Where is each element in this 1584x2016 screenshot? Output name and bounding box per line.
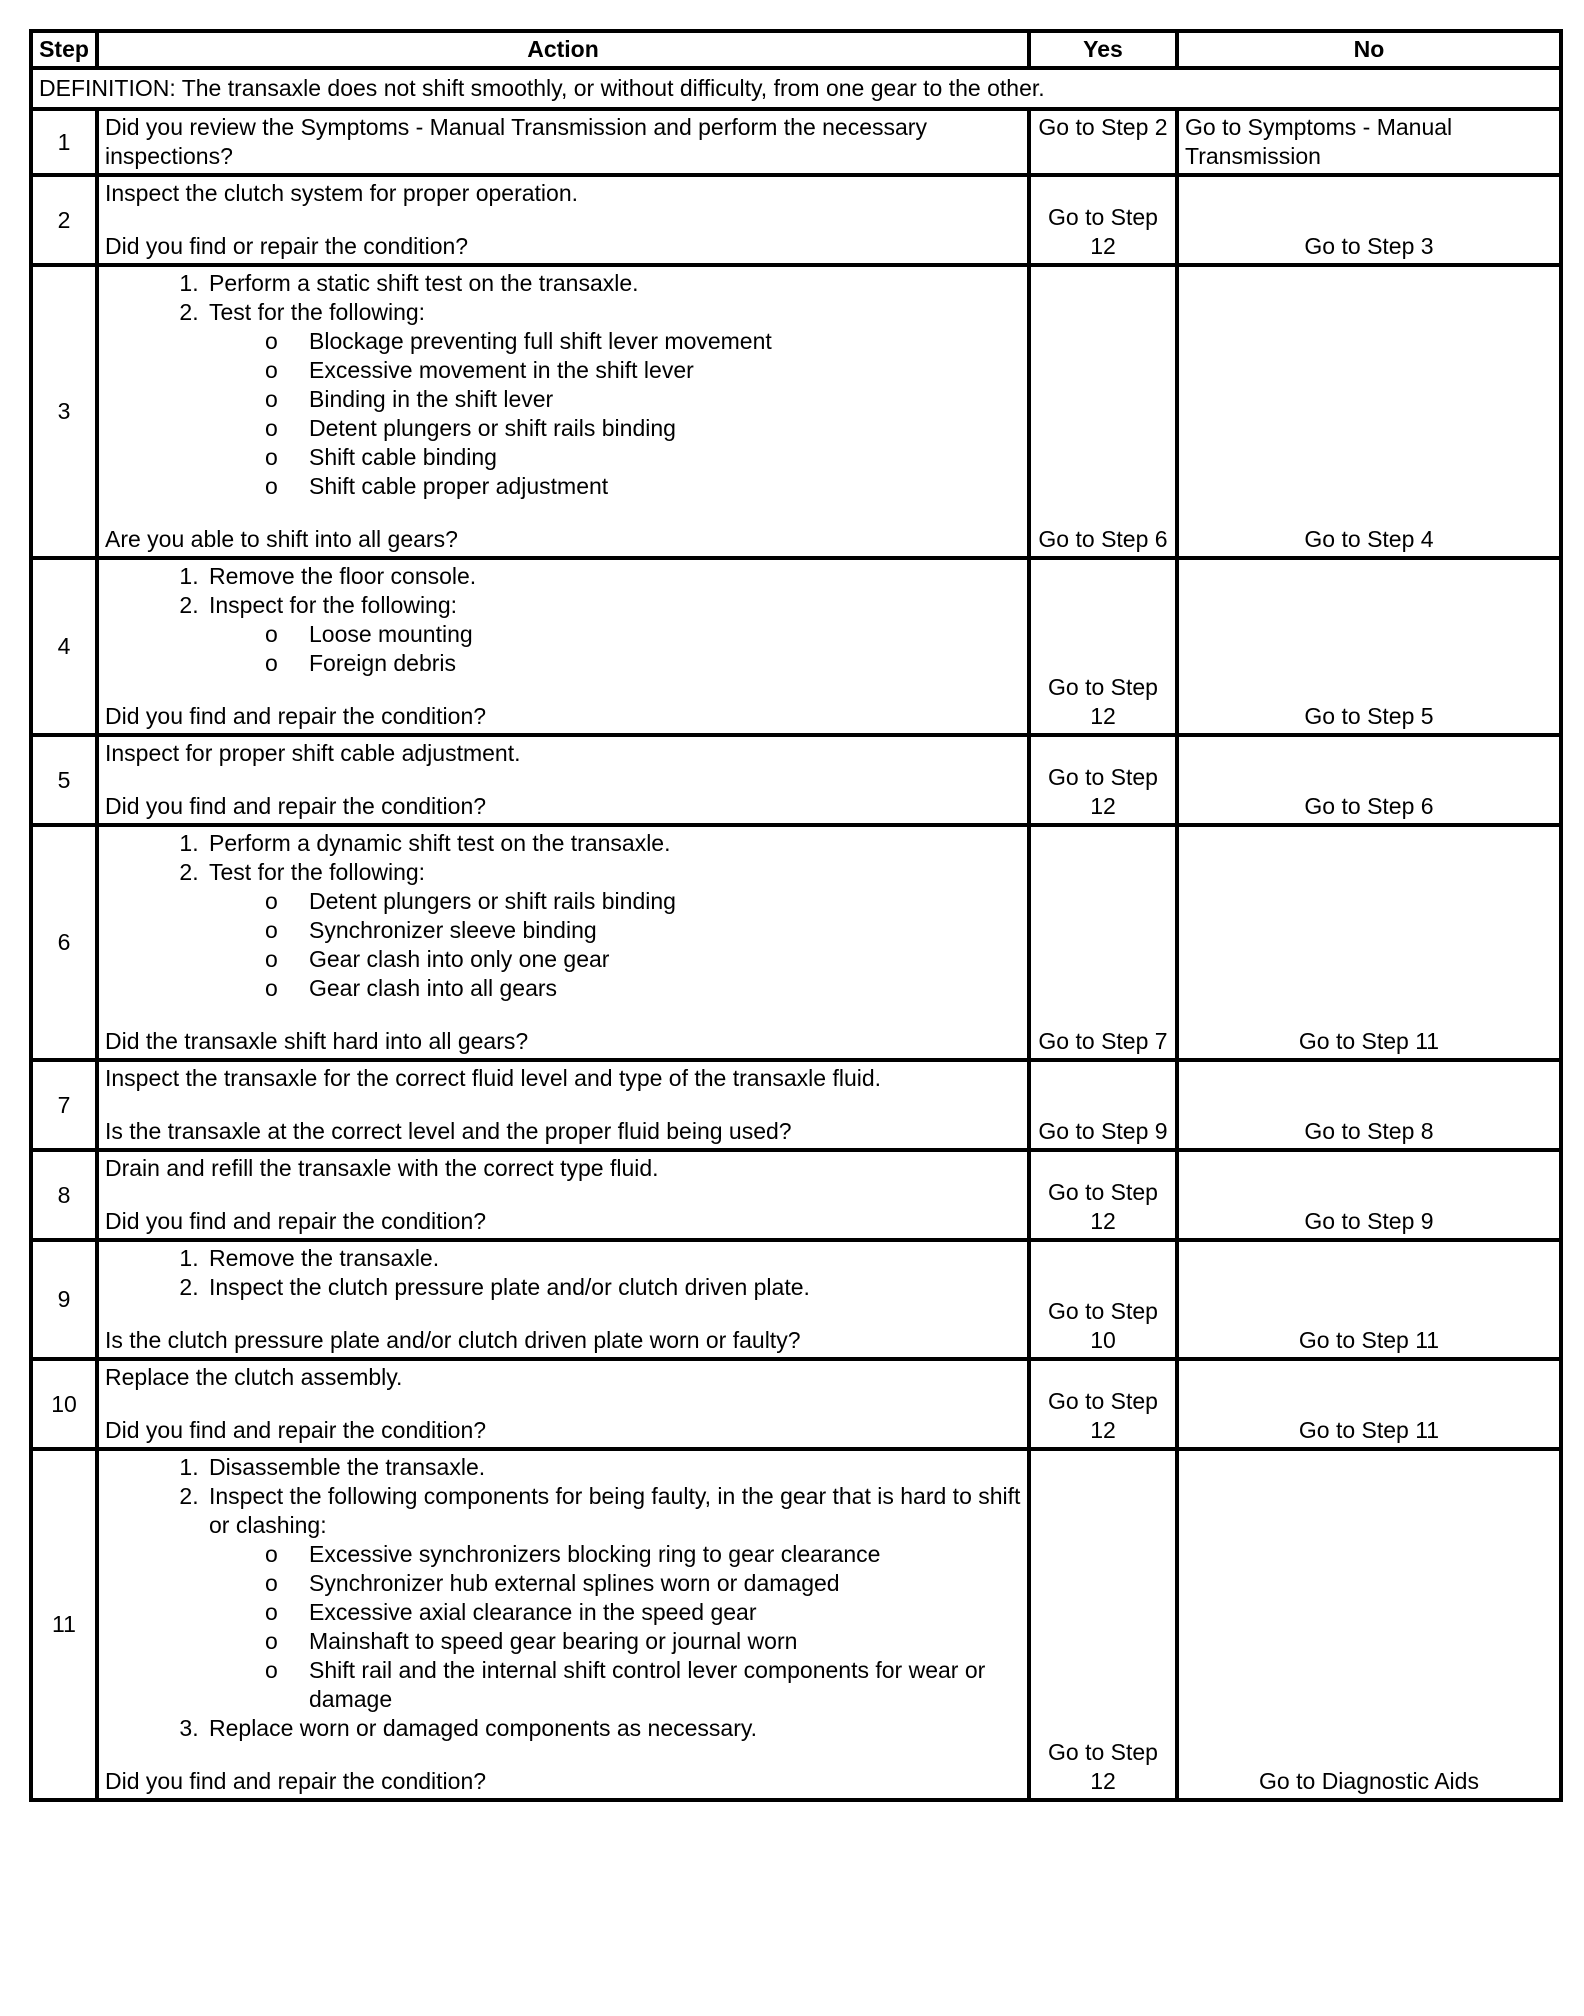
table-row — [31, 1359, 1561, 1449]
sub-item: o Shift rail and the internal shift control lever components for wear or damage — [309, 1656, 1021, 1714]
action-steps-list — [105, 1244, 1021, 1302]
action-step-item — [205, 591, 1021, 678]
action-content — [105, 1453, 1021, 1796]
no-result: Go to Step 3 — [1177, 175, 1561, 265]
action-cell — [97, 1359, 1029, 1449]
yes-result: Go to Step 12 — [1029, 1449, 1177, 1800]
table-row — [31, 1150, 1561, 1240]
sub-item: o Synchronizer hub external splines worn or damaged — [309, 1569, 1021, 1598]
action-step-item — [205, 1273, 1021, 1302]
action-question: Is the transaxle at the correct level and the proper fluid being used? — [105, 1118, 792, 1144]
action-content — [105, 1154, 1021, 1236]
sub-item: o Excessive axial clearance in the speed gear — [309, 1598, 1021, 1627]
step-number: 7 — [31, 1060, 97, 1150]
action-step-text: Inspect for the following: — [209, 592, 458, 618]
step-number: 11 — [31, 1449, 97, 1800]
action-step-text: Disassemble the transaxle. — [209, 1454, 486, 1480]
sub-item: o Foreign debris — [309, 649, 1021, 678]
table-row — [31, 1060, 1561, 1150]
no-result: Go to Step 11 — [1177, 1240, 1561, 1359]
action-step-item — [205, 1244, 1021, 1273]
sub-list — [209, 327, 1021, 501]
table-row — [31, 1240, 1561, 1359]
step-number: 10 — [31, 1359, 97, 1449]
action-step-item — [205, 562, 1021, 591]
action-content — [105, 562, 1021, 731]
table-row — [31, 1449, 1561, 1800]
action-question: Did you find and repair the condition? — [105, 1208, 487, 1234]
action-step-item — [205, 1714, 1021, 1743]
sub-item: o Shift cable binding — [309, 443, 1021, 472]
no-result: Go to Diagnostic Aids — [1177, 1449, 1561, 1800]
step-number: 9 — [31, 1240, 97, 1359]
action-text: Inspect the clutch system for proper operation. — [105, 180, 579, 206]
action-text: Did you review the Symptoms - Manual Transmission and perform the necessary inspections? — [105, 114, 927, 169]
header-yes: Yes — [1029, 31, 1177, 68]
header-step: Step — [31, 31, 97, 68]
sub-item: o Shift cable proper adjustment — [309, 472, 1021, 501]
yes-result: Go to Step 2 — [1029, 109, 1177, 175]
table-row — [31, 175, 1561, 265]
action-cell — [97, 825, 1029, 1060]
action-content — [105, 1244, 1021, 1355]
definition-row — [31, 68, 1561, 109]
action-step-text: Inspect the following components for being faulty, in the gear that is hard to shift or clashing: — [209, 1483, 1021, 1538]
action-content — [105, 1064, 1021, 1146]
yes-result: Go to Step 9 — [1029, 1060, 1177, 1150]
sub-item: o Excessive movement in the shift lever — [309, 356, 1021, 385]
no-result: Go to Step 8 — [1177, 1060, 1561, 1150]
action-question: Is the clutch pressure plate and/or clutch driven plate worn or faulty? — [105, 1327, 801, 1353]
diagnostic-table — [29, 29, 1563, 1802]
table-row — [31, 109, 1561, 175]
action-text: Inspect for proper shift cable adjustment. — [105, 740, 521, 766]
action-cell — [97, 1449, 1029, 1800]
table-row — [31, 825, 1561, 1060]
step-number: 5 — [31, 735, 97, 825]
no-result: Go to Step 5 — [1177, 558, 1561, 735]
action-steps-list — [105, 269, 1021, 501]
action-question: Did you find and repair the condition? — [105, 793, 487, 819]
action-step-item — [205, 829, 1021, 858]
action-question: Did you find and repair the condition? — [105, 1417, 487, 1443]
header-no: No — [1177, 31, 1561, 68]
yes-result: Go to Step 10 — [1029, 1240, 1177, 1359]
action-question: Did you find and repair the condition? — [105, 1768, 487, 1794]
no-result: Go to Step 6 — [1177, 735, 1561, 825]
table-row — [31, 735, 1561, 825]
action-content — [105, 829, 1021, 1056]
sub-item: o Detent plungers or shift rails binding — [309, 414, 1021, 443]
action-cell — [97, 1150, 1029, 1240]
step-number: 2 — [31, 175, 97, 265]
action-step-text: Test for the following: — [209, 859, 426, 885]
no-result: Go to Step 11 — [1177, 825, 1561, 1060]
action-content — [105, 1363, 1021, 1445]
sub-item: o Binding in the shift lever — [309, 385, 1021, 414]
sub-item: o Mainshaft to speed gear bearing or journal worn — [309, 1627, 1021, 1656]
action-step-text: Perform a dynamic shift test on the transaxle. — [209, 830, 671, 856]
action-cell — [97, 175, 1029, 265]
action-steps-list — [105, 829, 1021, 1003]
action-cell — [97, 1240, 1029, 1359]
yes-result: Go to Step 12 — [1029, 558, 1177, 735]
action-cell — [97, 558, 1029, 735]
action-question: Are you able to shift into all gears? — [105, 526, 458, 552]
action-content — [105, 113, 1021, 171]
table-row — [31, 558, 1561, 735]
action-steps-list — [105, 1453, 1021, 1743]
yes-result: Go to Step 12 — [1029, 1150, 1177, 1240]
yes-result: Go to Step 12 — [1029, 735, 1177, 825]
action-content — [105, 269, 1021, 554]
action-cell — [97, 265, 1029, 558]
action-step-item — [205, 269, 1021, 298]
step-number: 3 — [31, 265, 97, 558]
sub-list — [209, 620, 1021, 678]
action-text: Drain and refill the transaxle with the correct type fluid. — [105, 1155, 659, 1181]
yes-result: Go to Step 6 — [1029, 265, 1177, 558]
definition-text: DEFINITION: The transaxle does not shift smoothly, or without difficulty, from one gear to the other. — [31, 68, 1561, 109]
action-step-item — [205, 1453, 1021, 1482]
action-step-text: Replace worn or damaged components as necessary. — [209, 1715, 758, 1741]
sub-item: o Loose mounting — [309, 620, 1021, 649]
action-cell — [97, 109, 1029, 175]
sub-item: o Gear clash into all gears — [309, 974, 1021, 1003]
step-number: 6 — [31, 825, 97, 1060]
sub-list — [209, 1540, 1021, 1714]
table-row — [31, 265, 1561, 558]
no-result: Go to Step 4 — [1177, 265, 1561, 558]
yes-result: Go to Step 7 — [1029, 825, 1177, 1060]
action-step-text: Remove the floor console. — [209, 563, 477, 589]
step-number: 4 — [31, 558, 97, 735]
sub-item: o Detent plungers or shift rails binding — [309, 887, 1021, 916]
action-cell — [97, 1060, 1029, 1150]
action-step-item — [205, 298, 1021, 501]
sub-list — [209, 887, 1021, 1003]
action-content — [105, 179, 1021, 261]
action-steps-list — [105, 562, 1021, 678]
no-result: Go to Step 11 — [1177, 1359, 1561, 1449]
no-result: Go to Symptoms - Manual Transmission — [1177, 109, 1561, 175]
header-action: Action — [97, 31, 1029, 68]
action-step-text: Inspect the clutch pressure plate and/or clutch driven plate. — [209, 1274, 810, 1300]
yes-result: Go to Step 12 — [1029, 1359, 1177, 1449]
sub-item: o Gear clash into only one gear — [309, 945, 1021, 974]
step-number: 1 — [31, 109, 97, 175]
header-row — [31, 31, 1561, 68]
sub-item: o Blockage preventing full shift lever movement — [309, 327, 1021, 356]
action-step-item — [205, 1482, 1021, 1714]
sub-item: o Synchronizer sleeve binding — [309, 916, 1021, 945]
yes-result: Go to Step 12 — [1029, 175, 1177, 265]
no-result: Go to Step 9 — [1177, 1150, 1561, 1240]
action-step-item — [205, 858, 1021, 1003]
action-text: Inspect the transaxle for the correct fluid level and type of the transaxle fluid. — [105, 1065, 882, 1091]
action-question: Did you find or repair the condition? — [105, 233, 469, 259]
action-question: Did you find and repair the condition? — [105, 703, 487, 729]
action-content — [105, 739, 1021, 821]
action-step-text: Test for the following: — [209, 299, 426, 325]
action-step-text: Remove the transaxle. — [209, 1245, 440, 1271]
action-question: Did the transaxle shift hard into all gears? — [105, 1028, 529, 1054]
action-text: Replace the clutch assembly. — [105, 1364, 403, 1390]
sub-item: o Excessive synchronizers blocking ring to gear clearance — [309, 1540, 1021, 1569]
action-step-text: Perform a static shift test on the transaxle. — [209, 270, 639, 296]
step-number: 8 — [31, 1150, 97, 1240]
action-cell — [97, 735, 1029, 825]
